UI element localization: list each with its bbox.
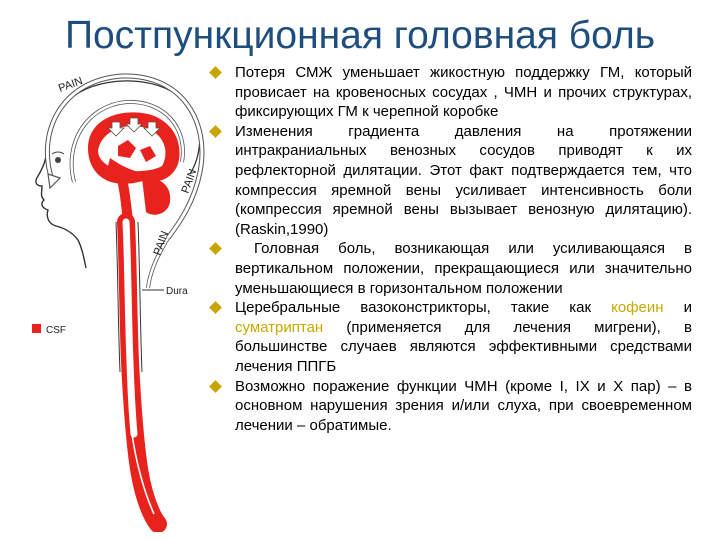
csf-legend-label: CSF: [46, 325, 66, 336]
slide-title: Постпункционная головная боль: [64, 14, 656, 57]
bullet-text-part: и: [663, 299, 693, 317]
bullet-item: [210, 63, 692, 122]
diamond-bullet-icon: [209, 380, 222, 393]
dura-label: Dura: [166, 286, 188, 297]
bullet-item: [210, 239, 697, 298]
eye-icon: [55, 157, 61, 163]
highlight-caffeine: кофеин: [611, 299, 664, 317]
bullet-text: Потеря СМЖ уменьшает жикостную поддержку ГМ, который провисает на кровеносных сосудах , ЧМН и прочих структурах, фиксирующих ГМ к черепной коробке: [235, 64, 692, 121]
bullet-list: [210, 63, 697, 435]
csf-legend-swatch: [32, 324, 41, 333]
highlight-sumatriptan: суматриптан: [235, 318, 324, 336]
pain-label-back: PAIN: [151, 229, 172, 258]
diamond-bullet-icon: [209, 242, 222, 255]
pain-label-side: PAIN: [179, 167, 200, 196]
diamond-bullet-icon: [209, 66, 222, 79]
bullet-item: [210, 377, 692, 436]
bullet-text-part: (применяется для лечения мигрени), в большинстве случаев являются эффективными средствами лечения ППГБ: [235, 318, 692, 375]
diamond-bullet-icon: [209, 301, 222, 314]
diamond-bullet-icon: [209, 125, 222, 138]
bullet-text: Головная боль, возникающая или усиливающаяся в вертикальном положении, прекращающиеся или значительно уменьшающиеся в горизонтальном положении: [235, 240, 697, 297]
csf-leak-diagram: [22, 62, 222, 532]
bullet-text-part: Церебральные вазоконстрикторы, такие как: [235, 299, 612, 317]
pain-label-top: PAIN: [56, 75, 85, 95]
head-outline: [36, 92, 86, 268]
bullet-item: [210, 122, 692, 240]
bullet-text: Возможно поражение функции ЧМН (кроме I, IX и X пар) – в основном нарушения зрения и/или слуха, при своевременном лечении – обратимые.: [235, 377, 692, 434]
bullet-text: Изменения градиента давления на протяжении интракраниальных венозных сосудов приводят к их рефлекторной дилятации. Этот факт подтверждается тем, что компрессия яремной вены усиливает интенсивность боли (компрессия яремной вены вызывает венозную дилятацию). (Raskin,1990): [235, 122, 692, 238]
bullet-item: [210, 298, 692, 376]
